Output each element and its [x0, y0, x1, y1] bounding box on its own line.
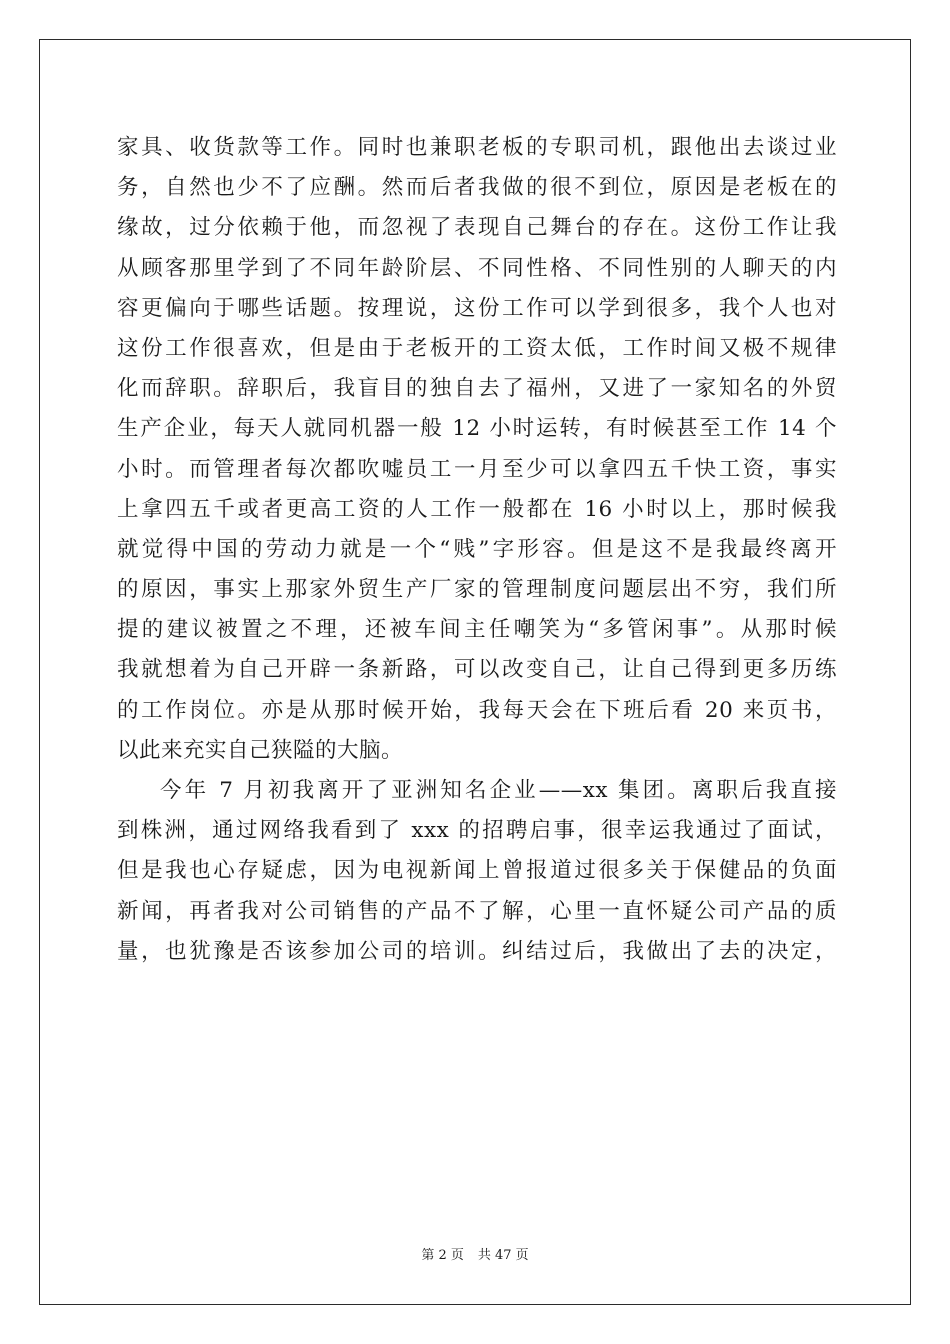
- text-line: 的原因，事实上那家外贸生产厂家的管理制度问题层出不穷，我们所: [117, 577, 837, 603]
- text-line: 提的建议被置之不理，还被车间主任嘲笑为“多管闲事”。从那时候: [117, 617, 837, 643]
- text-line: 从顾客那里学到了不同年龄阶层、不同性格、不同性别的人聊天的内: [117, 255, 837, 281]
- text-line: 新闻，再者我对公司销售的产品不了解，心里一直怀疑公司产品的质: [117, 898, 837, 924]
- text-line: 化而辞职。辞职后，我盲目的独自去了福州，又进了一家知名的外贸: [117, 376, 837, 402]
- text-line: 务，自然也少不了应酬。然而后者我做的很不到位，原因是老板在的: [117, 175, 837, 201]
- text-line: 到株洲，通过网络我看到了 xxx 的招聘启事，很幸运我通过了面试，: [117, 818, 837, 844]
- total-pages: 共 47 页: [477, 1248, 529, 1263]
- text-line: 这份工作很喜欢，但是由于老板开的工资太低，工作时间又极不规律: [117, 335, 837, 361]
- page-footer: [0, 1244, 950, 1263]
- text-line: 家具、收货款等工作。同时也兼职老板的专职司机，跟他出去谈过业: [117, 135, 837, 160]
- text-line: 小时。而管理者每次都吹嘘员工一月至少可以拿四五千快工资，事实: [117, 456, 837, 482]
- page-number: 第 2 页: [421, 1248, 464, 1263]
- text-line: 就觉得中国的劳动力就是一个“贱”字形容。但是这不是我最终离开: [117, 536, 837, 562]
- text-line: 容更偏向于哪些话题。按理说，这份工作可以学到很多，我个人也对: [117, 295, 837, 321]
- text-line: 上拿四五千或者更高工资的人工作一般都在 16 小时以上，那时候我: [117, 496, 837, 522]
- text-line: 但是我也心存疑虑，因为电视新闻上曾报道过很多关于保健品的负面: [117, 858, 837, 884]
- text-line: 生产企业，每天人就同机器一般 12 小时运转，有时候甚至工作 14 个: [117, 416, 837, 442]
- paragraph-start-line: 今年 7 月初我离开了亚洲知名企业——xx 集团。离职后我直接: [160, 778, 837, 803]
- paragraph-end-line: 以此来充实自己狭隘的大脑。: [117, 737, 404, 763]
- text-line: 量，也犹豫是否该参加公司的培训。纠结过后，我做出了去的决定，: [117, 938, 837, 964]
- text-line: 我就想着为自己开辟一条新路，可以改变自己，让自己得到更多历练: [117, 657, 837, 683]
- document-body: [117, 128, 837, 972]
- text-line: 缘故，过分依赖于他，而忽视了表现自己舞台的存在。这份工作让我: [117, 215, 837, 241]
- text-line: 的工作岗位。亦是从那时候开始，我每天会在下班后看 20 来页书，: [117, 697, 837, 723]
